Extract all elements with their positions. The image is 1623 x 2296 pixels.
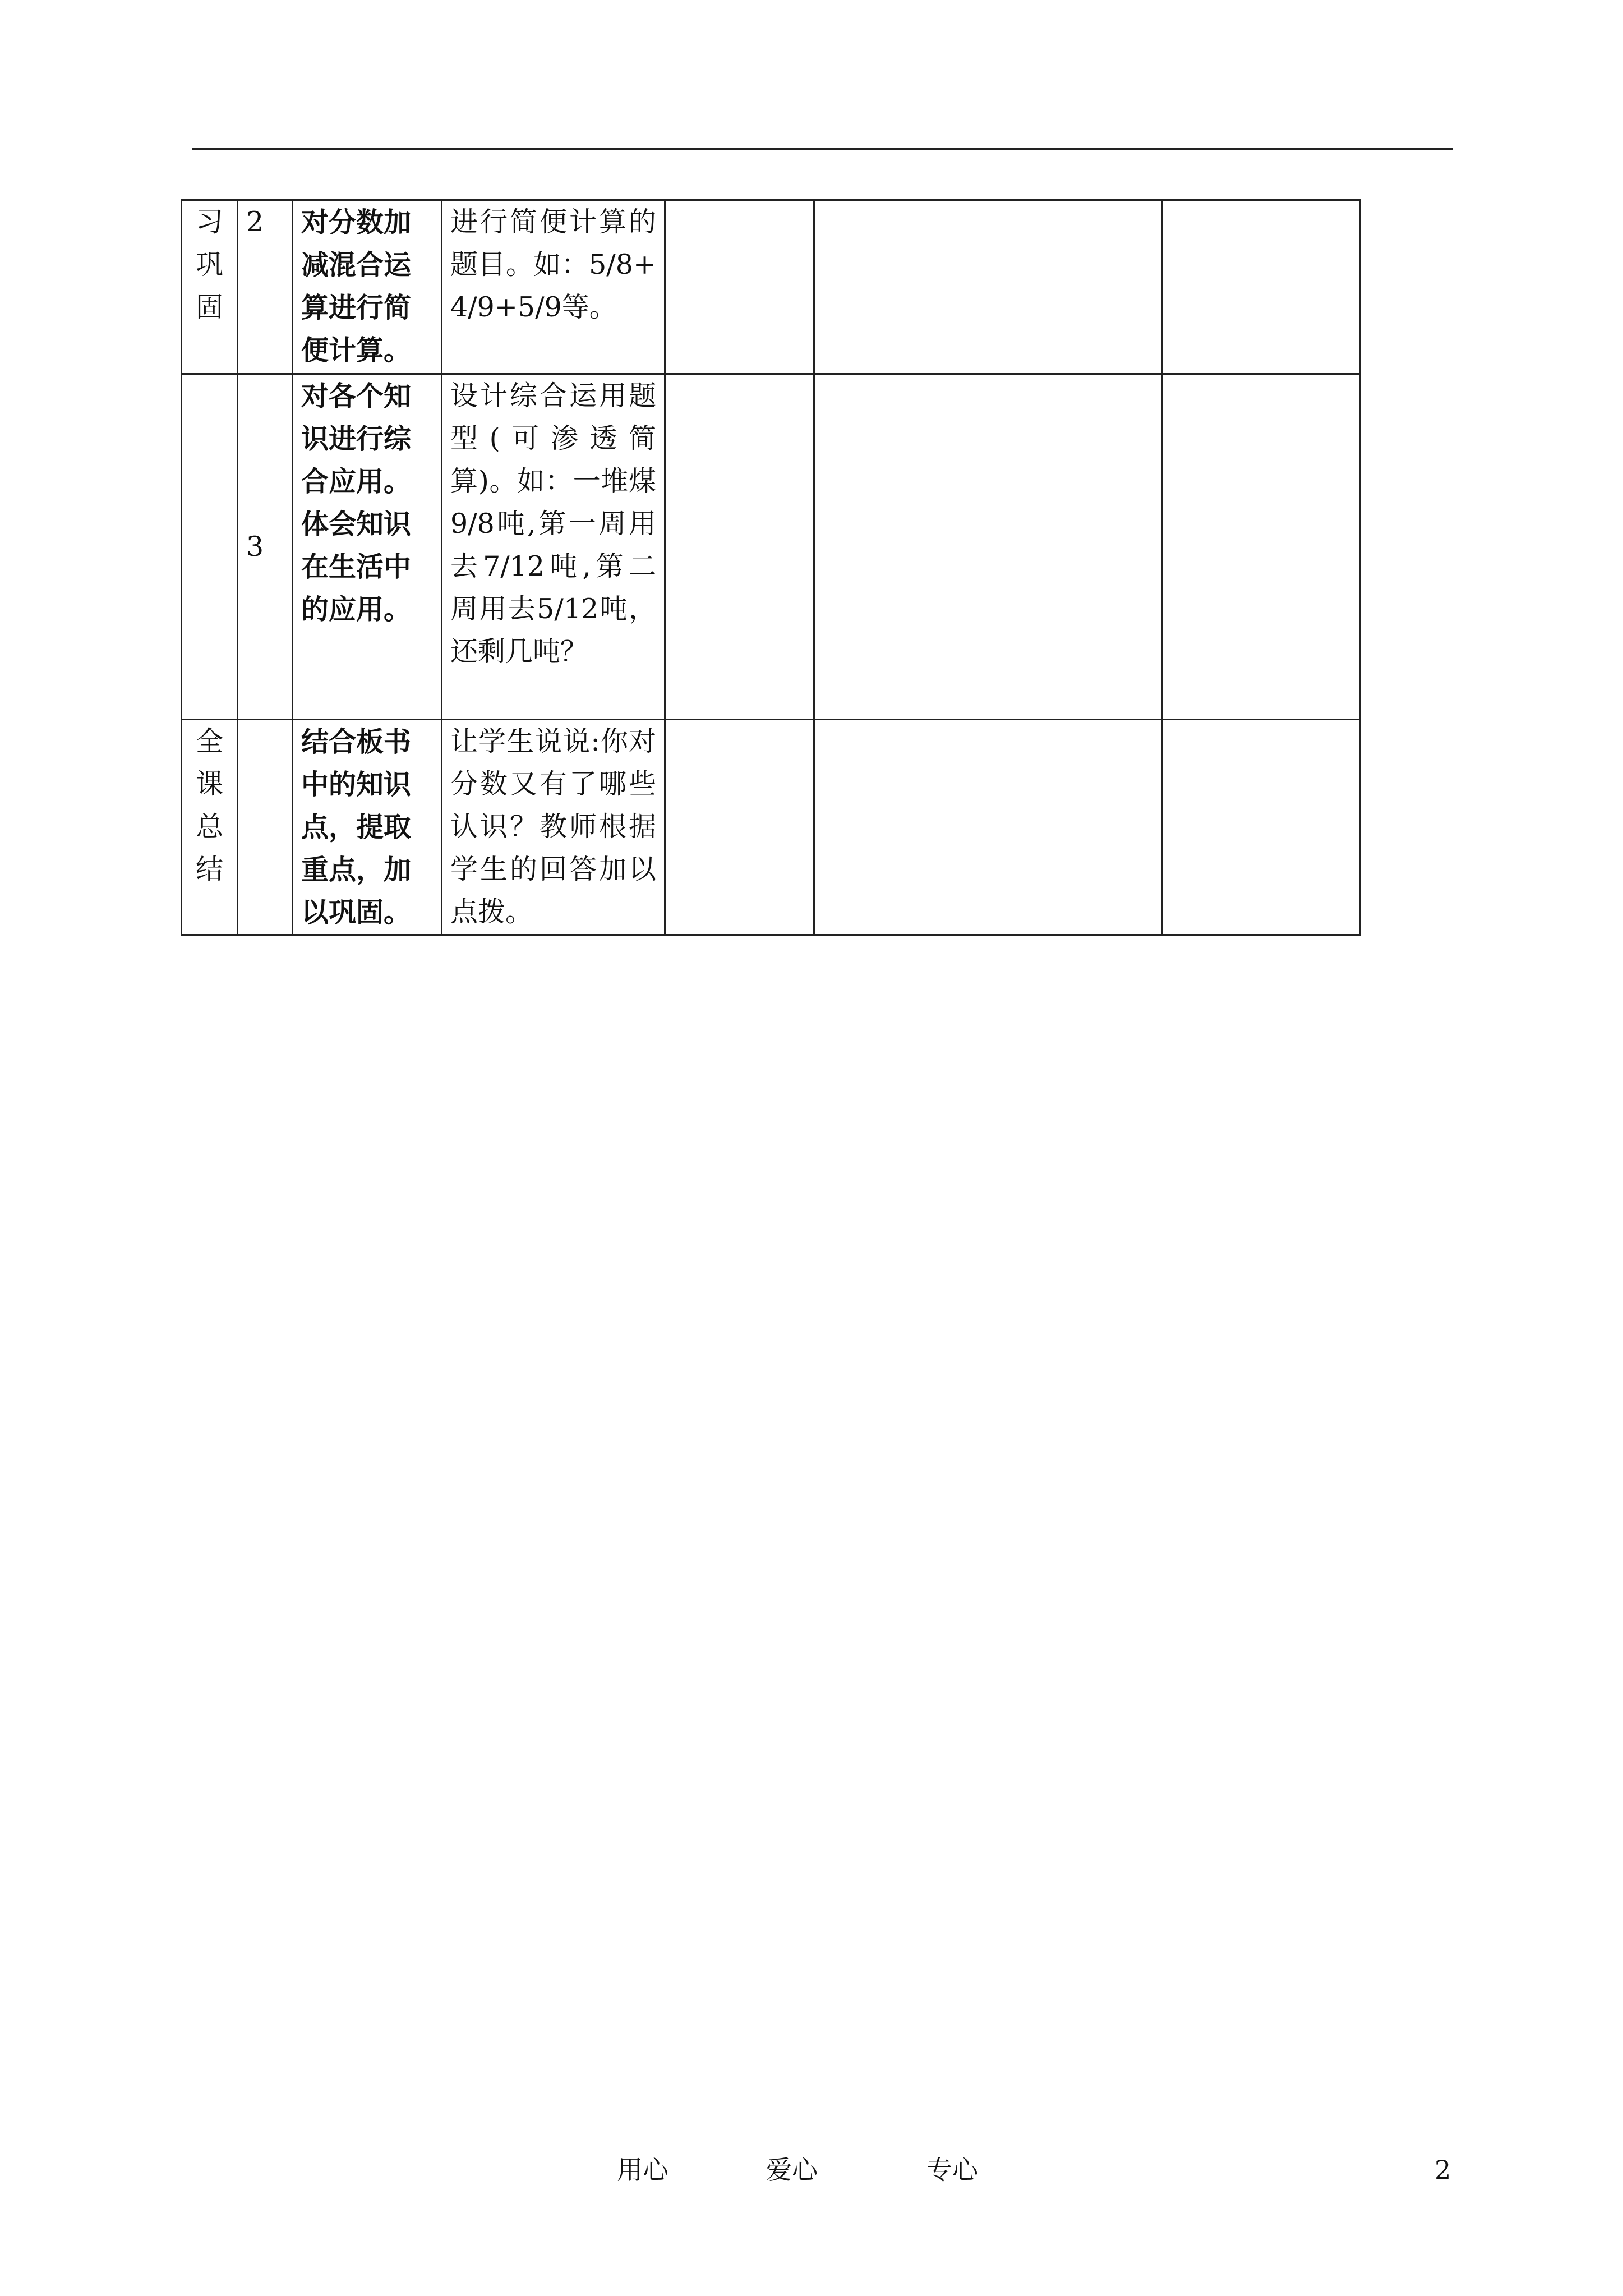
lesson-plan-table bbox=[181, 199, 1361, 936]
stage-cell bbox=[182, 374, 238, 720]
blank-cell bbox=[665, 200, 814, 374]
blank-cell bbox=[665, 720, 814, 935]
footer-motto-2: 爱心 bbox=[766, 2155, 818, 2185]
blank-cell bbox=[814, 374, 1162, 720]
table-row bbox=[182, 200, 1361, 374]
footer-motto-1: 用心 bbox=[617, 2155, 668, 2185]
table-row bbox=[182, 374, 1361, 720]
step-number: 2 bbox=[238, 200, 293, 374]
goal-cell: 对各个知识进行综合应用。体会知识在生活中的应用。 bbox=[293, 374, 442, 720]
goal-cell: 对分数加减混合运算进行简便计算。 bbox=[293, 200, 442, 374]
header-rule bbox=[192, 148, 1453, 150]
blank-cell bbox=[1162, 200, 1361, 374]
blank-cell bbox=[1162, 374, 1361, 720]
content-cell: 进行简便计算的题目。如：5/8+4/9+5/9等。 bbox=[442, 200, 665, 374]
content-cell: 设计综合运用题型(可渗透简算)。如：一堆煤9/8吨,第一周用去7/12吨,第二周用去5/12吨，还剩几吨？ bbox=[442, 374, 665, 720]
page-number: 2 bbox=[1435, 2155, 1451, 2185]
stage-label: 全课总结 bbox=[196, 725, 224, 885]
blank-cell bbox=[814, 200, 1162, 374]
step-number bbox=[238, 720, 293, 935]
blank-cell bbox=[814, 720, 1162, 935]
blank-cell bbox=[1162, 720, 1361, 935]
goal-cell: 结合板书中的知识点，提取重点，加以巩固。 bbox=[293, 720, 442, 935]
footer-motto-3: 专心 bbox=[926, 2155, 978, 2185]
stage-cell bbox=[182, 720, 238, 935]
table-row bbox=[182, 720, 1361, 935]
content-cell: 让学生说说:你对分数又有了哪些认识？教师根据学生的回答加以点拨。 bbox=[442, 720, 665, 935]
step-number: 3 bbox=[238, 374, 293, 720]
stage-cell bbox=[182, 200, 238, 374]
blank-cell bbox=[665, 374, 814, 720]
stage-label: 习巩固 bbox=[196, 206, 224, 323]
